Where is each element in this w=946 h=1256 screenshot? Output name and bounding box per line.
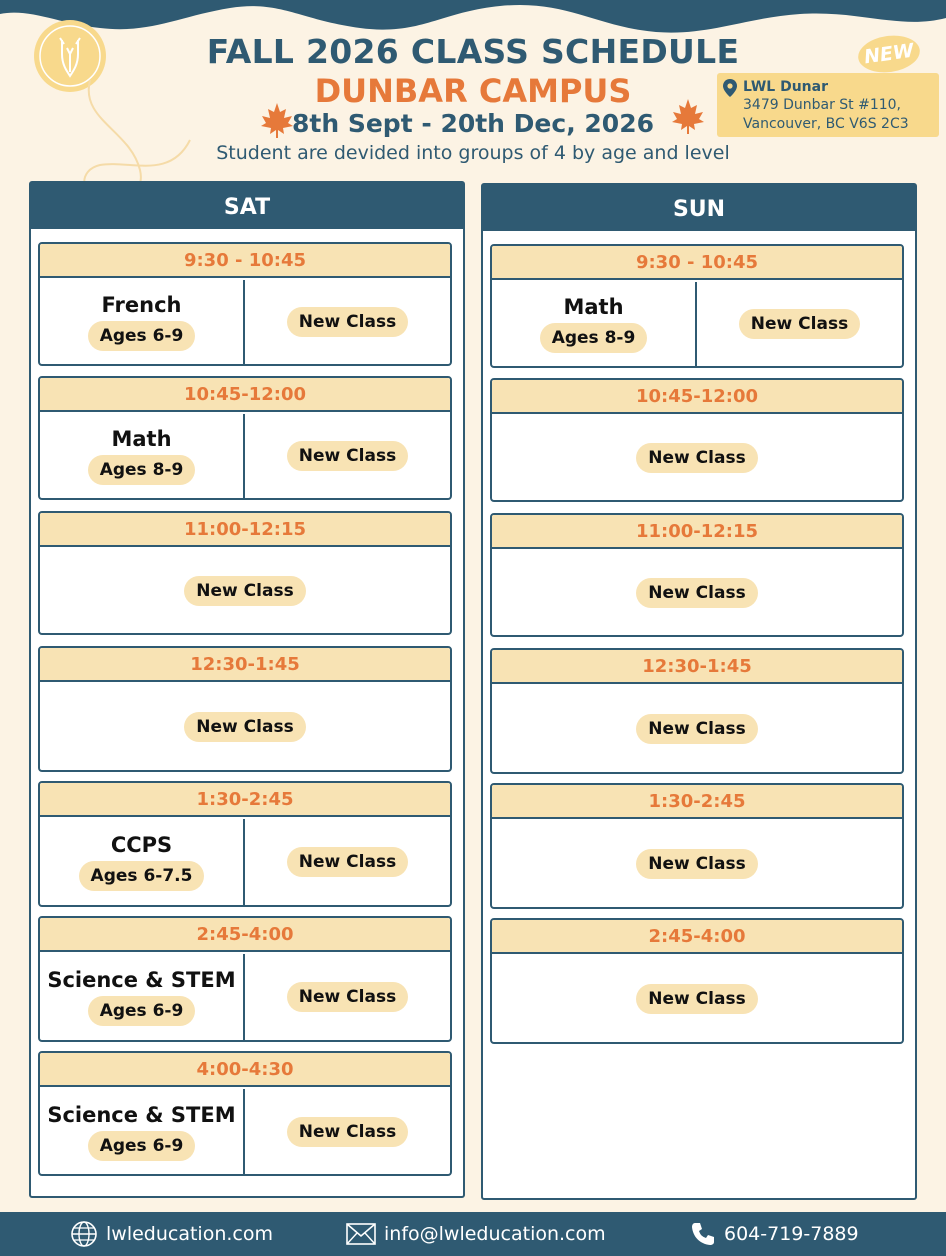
slot-body bbox=[40, 549, 450, 633]
website-text: lwleducation.com bbox=[106, 1223, 273, 1245]
new-class-cell bbox=[243, 819, 450, 905]
new-class-pill: New Class bbox=[739, 309, 860, 339]
slot-body bbox=[492, 416, 902, 500]
slot-time: 9:30 - 10:45 bbox=[40, 244, 450, 278]
class-subject: CCPS bbox=[110, 833, 173, 857]
age-range-pill: Ages 8-9 bbox=[88, 455, 196, 485]
maple-leaf-icon bbox=[668, 96, 708, 136]
slot-time: 9:30 - 10:45 bbox=[492, 246, 902, 280]
new-class-cell bbox=[243, 1089, 450, 1174]
slot-time: 11:00-12:15 bbox=[40, 513, 450, 547]
class-cell bbox=[40, 414, 243, 498]
day-header-sat: SAT bbox=[31, 183, 463, 229]
term-dates: 8th Sept - 20th Dec, 2026 bbox=[292, 109, 654, 138]
new-class-pill: New Class bbox=[636, 984, 757, 1014]
footer bbox=[0, 1212, 946, 1256]
page-title: FALL 2026 CLASS SCHEDULE bbox=[206, 32, 740, 71]
slot-time: 12:30-1:45 bbox=[492, 650, 902, 684]
address-line-1: 3479 Dunbar St #110, bbox=[743, 97, 902, 113]
slot-time: 2:45-4:00 bbox=[40, 918, 450, 952]
time-slot-sat-1 bbox=[38, 242, 452, 366]
slot-body bbox=[40, 684, 450, 770]
new-class-cell bbox=[243, 280, 450, 364]
class-cell bbox=[492, 282, 695, 366]
email-text: info@lwleducation.com bbox=[384, 1223, 606, 1245]
slot-time: 1:30-2:45 bbox=[40, 783, 450, 817]
new-class-pill: New Class bbox=[287, 982, 408, 1012]
phone-icon bbox=[690, 1221, 716, 1247]
age-range-pill: Ages 6-7.5 bbox=[79, 861, 205, 891]
new-class-cell bbox=[695, 282, 902, 366]
age-range-pill: Ages 6-9 bbox=[88, 1131, 196, 1161]
slot-body bbox=[40, 414, 450, 498]
slot-body bbox=[492, 686, 902, 772]
new-badge: NEW bbox=[856, 32, 922, 76]
slot-body bbox=[40, 280, 450, 364]
footer-phone[interactable] bbox=[690, 1212, 859, 1256]
slot-time: 1:30-2:45 bbox=[492, 785, 902, 819]
new-class-cell bbox=[492, 821, 902, 907]
class-subject: Science & STEM bbox=[47, 968, 236, 992]
new-class-pill: New Class bbox=[636, 849, 757, 879]
new-class-cell bbox=[492, 956, 902, 1042]
slot-time: 4:00-4:30 bbox=[40, 1053, 450, 1087]
slot-time: 10:45-12:00 bbox=[492, 380, 902, 414]
new-class-cell bbox=[492, 551, 902, 635]
map-pin-icon bbox=[723, 79, 737, 97]
new-class-cell bbox=[243, 954, 450, 1040]
slot-time: 2:45-4:00 bbox=[492, 920, 902, 954]
new-class-pill: New Class bbox=[287, 1117, 408, 1147]
slot-time: 11:00-12:15 bbox=[492, 515, 902, 549]
phone-text: 604-719-7889 bbox=[724, 1223, 859, 1245]
new-class-pill: New Class bbox=[287, 847, 408, 877]
new-class-cell bbox=[492, 416, 902, 500]
time-slot-sun-1 bbox=[490, 244, 904, 368]
globe-icon bbox=[70, 1220, 98, 1248]
class-subject: Math bbox=[563, 295, 624, 319]
new-class-pill: New Class bbox=[287, 307, 408, 337]
age-range-pill: Ages 6-9 bbox=[88, 996, 196, 1026]
new-class-pill: New Class bbox=[184, 576, 305, 606]
class-subject: French bbox=[101, 293, 182, 317]
slot-body bbox=[40, 954, 450, 1040]
footer-email[interactable] bbox=[346, 1212, 606, 1256]
slot-body bbox=[492, 956, 902, 1042]
address-line-2: Vancouver, BC V6S 2C3 bbox=[743, 116, 909, 132]
time-slot-sun-5 bbox=[490, 783, 904, 909]
class-cell bbox=[40, 280, 243, 364]
age-range-pill: Ages 8-9 bbox=[540, 323, 648, 353]
time-slot-sun-6 bbox=[490, 918, 904, 1044]
slot-body bbox=[492, 282, 902, 366]
time-slot-sun-4 bbox=[490, 648, 904, 774]
slot-body bbox=[492, 821, 902, 907]
new-class-cell bbox=[243, 414, 450, 498]
subtitle: Student are devided into groups of 4 by age and level bbox=[216, 142, 730, 164]
mail-icon bbox=[346, 1223, 376, 1245]
time-slot-sat-3 bbox=[38, 511, 452, 635]
new-class-pill: New Class bbox=[636, 443, 757, 473]
slot-body bbox=[40, 1089, 450, 1174]
slot-body bbox=[40, 819, 450, 905]
time-slot-sun-3 bbox=[490, 513, 904, 637]
new-class-pill: New Class bbox=[636, 714, 757, 744]
new-class-cell bbox=[40, 684, 450, 770]
new-class-cell bbox=[40, 549, 450, 633]
new-class-pill: New Class bbox=[184, 712, 305, 742]
address-box bbox=[717, 73, 939, 137]
slot-time: 10:45-12:00 bbox=[40, 378, 450, 412]
time-slot-sat-6 bbox=[38, 916, 452, 1042]
slot-body bbox=[492, 551, 902, 635]
age-range-pill: Ages 6-9 bbox=[88, 321, 196, 351]
time-slot-sat-7 bbox=[38, 1051, 452, 1176]
class-cell bbox=[40, 1089, 243, 1174]
class-subject: Math bbox=[111, 427, 172, 451]
new-class-pill: New Class bbox=[636, 578, 757, 608]
time-slot-sat-5 bbox=[38, 781, 452, 907]
day-header-sun: SUN bbox=[483, 185, 915, 231]
maple-leaf-icon bbox=[257, 100, 297, 140]
time-slot-sun-2 bbox=[490, 378, 904, 502]
class-cell bbox=[40, 819, 243, 905]
new-class-cell bbox=[492, 686, 902, 772]
campus-name: DUNBAR CAMPUS bbox=[314, 72, 632, 110]
address-name: LWL Dunar bbox=[743, 79, 828, 95]
time-slot-sat-4 bbox=[38, 646, 452, 772]
class-cell bbox=[40, 954, 243, 1040]
time-slot-sat-2 bbox=[38, 376, 452, 500]
new-class-pill: New Class bbox=[287, 441, 408, 471]
footer-website[interactable] bbox=[70, 1212, 273, 1256]
slot-time: 12:30-1:45 bbox=[40, 648, 450, 682]
class-subject: Science & STEM bbox=[47, 1102, 236, 1127]
